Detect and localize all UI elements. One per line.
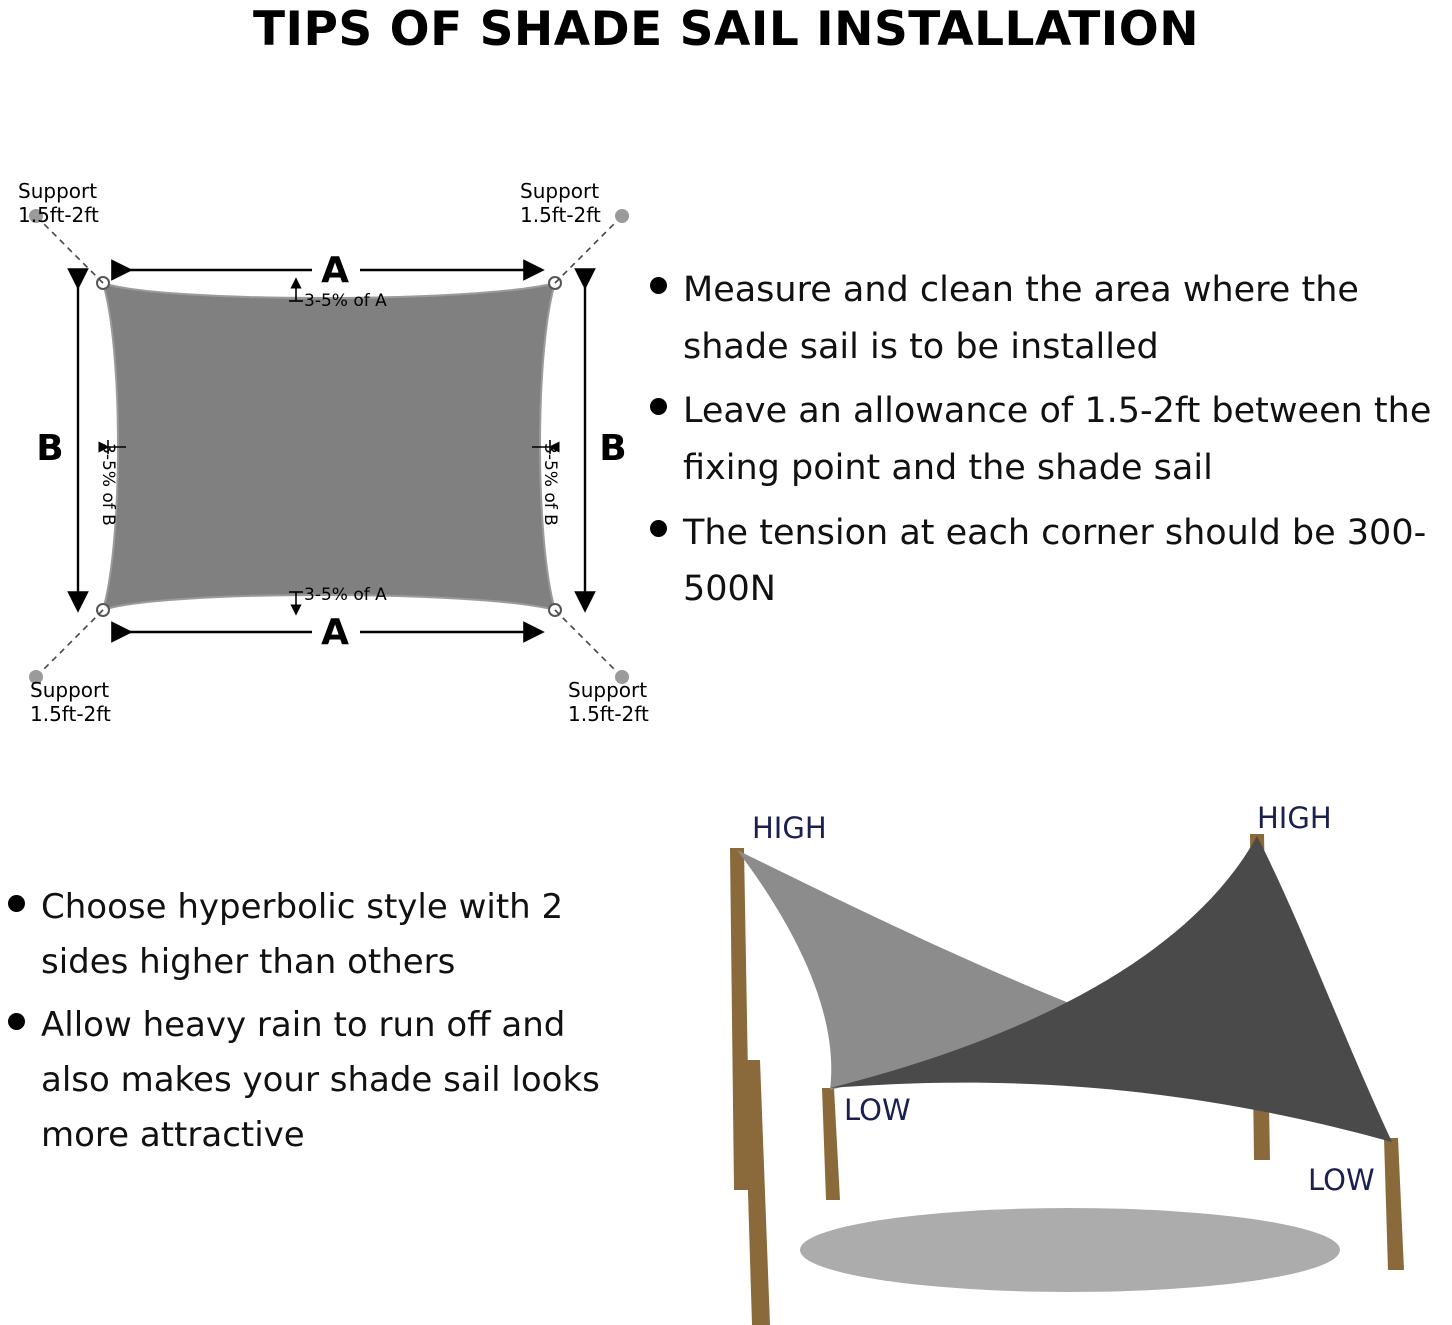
bullet-icon xyxy=(650,398,667,415)
rectangular-sail-diagram xyxy=(0,160,660,740)
list-item xyxy=(650,383,1450,496)
support-label-bottom-right: Support xyxy=(568,678,648,702)
support-line-bottom-right xyxy=(555,610,616,671)
tip-text: The tension at each corner should be 300-500N xyxy=(683,512,1427,610)
support-distance-bottom-right: 1.5ft-2ft xyxy=(568,702,649,726)
installation-tips-list xyxy=(650,262,1450,626)
hyperbolic-sail-illustration xyxy=(640,770,1452,1325)
sag-label-right: 3-5% of B xyxy=(540,443,560,526)
label-a-top: A xyxy=(321,250,349,291)
sail-shape xyxy=(103,283,555,610)
sag-label-top: 3-5% of A xyxy=(304,291,387,311)
sag-label-left: 3-5% of B xyxy=(98,443,118,526)
hyperbolic-tips-list xyxy=(0,880,620,1171)
label-a-bottom: A xyxy=(321,612,349,653)
bullet-icon xyxy=(650,277,667,294)
pole-front-right xyxy=(1384,1138,1404,1270)
support-dot-top-right xyxy=(615,209,629,223)
tip-text: Leave an allowance of 1.5-2ft between the fixing point and the shade sail xyxy=(683,391,1432,489)
list-item xyxy=(0,998,620,1163)
label-low-right: LOW xyxy=(1308,1163,1375,1197)
list-item xyxy=(0,880,620,990)
label-high-left: HIGH xyxy=(752,811,827,845)
support-label-bottom-left: Support xyxy=(30,678,110,702)
label-low-left: LOW xyxy=(844,1093,911,1127)
support-label-top-left: Support xyxy=(18,179,98,203)
bullet-icon xyxy=(650,520,667,537)
tip-text: Choose hyperbolic style with 2 sides higher than others xyxy=(41,887,564,983)
support-line-top-left xyxy=(42,222,103,283)
support-line-top-right xyxy=(555,222,616,283)
tip-text: Allow heavy rain to run off and also makes your shade sail looks more attractive xyxy=(41,1005,600,1156)
bullet-icon xyxy=(8,1013,25,1030)
pole-front-left xyxy=(822,1088,840,1200)
support-distance-top-left: 1.5ft-2ft xyxy=(18,203,99,227)
sag-label-bottom: 3-5% of A xyxy=(304,585,387,605)
support-line-bottom-left xyxy=(42,610,103,671)
support-distance-top-right: 1.5ft-2ft xyxy=(520,203,601,227)
bullet-icon xyxy=(8,895,25,912)
pole-front-tall xyxy=(744,1060,770,1325)
tip-text: Measure and clean the area where the shade sail is to be installed xyxy=(683,270,1359,367)
label-b-left: B xyxy=(36,428,64,469)
ground-shadow xyxy=(800,1208,1340,1292)
support-distance-bottom-left: 1.5ft-2ft xyxy=(30,702,111,726)
label-high-right: HIGH xyxy=(1257,801,1332,835)
support-label-top-right: Support xyxy=(520,179,600,203)
list-item xyxy=(650,505,1450,618)
page-title: TIPS OF SHADE SAIL INSTALLATION xyxy=(252,2,1200,57)
list-item xyxy=(650,262,1450,375)
label-b-right: B xyxy=(599,428,627,469)
